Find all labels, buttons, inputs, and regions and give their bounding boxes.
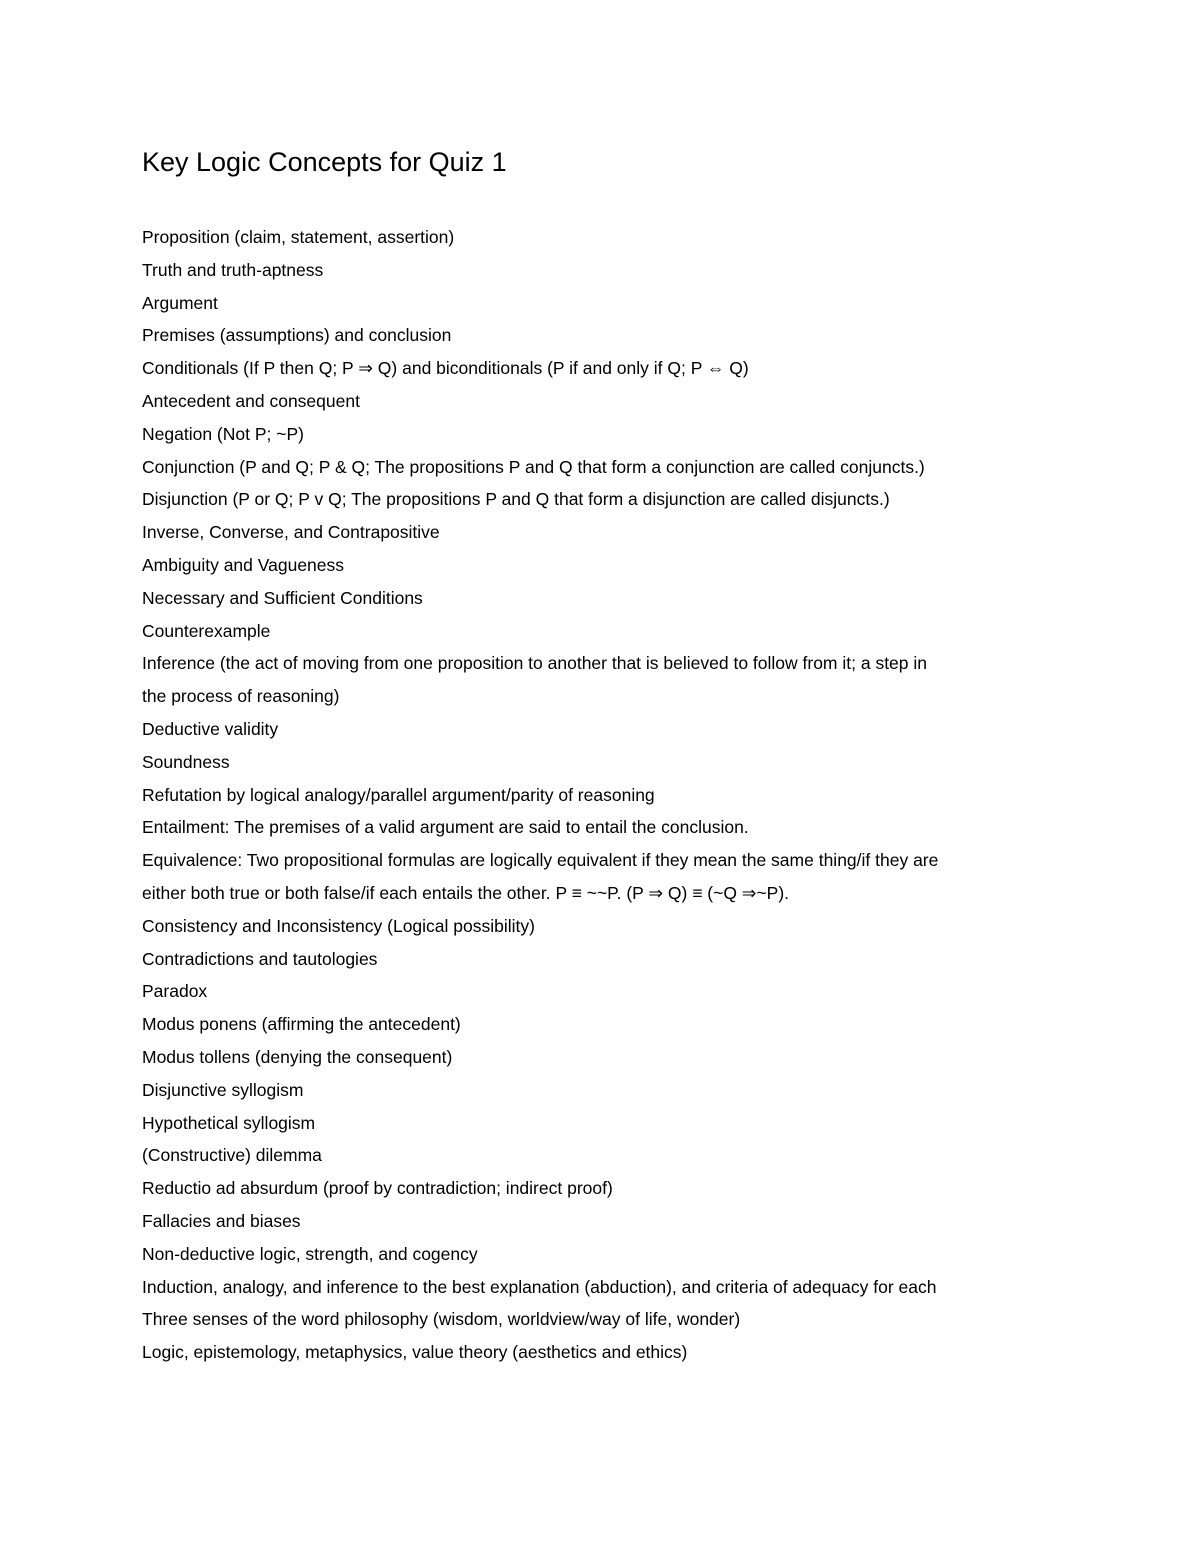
document-title: Key Logic Concepts for Quiz 1 <box>142 147 507 177</box>
concept-line: Entailment: The premises of a valid argument are said to entail the conclusion. <box>142 817 749 838</box>
concept-line: Conjunction (P and Q; P & Q; The propositions P and Q that form a conjunction are called conjuncts.) <box>142 456 925 477</box>
concept-line: Premises (assumptions) and conclusion <box>142 325 452 346</box>
concept-line: Conditionals (If P then Q; P ⇒ Q) and biconditionals (P if and only if Q; P ⇔ Q) <box>142 358 749 379</box>
concept-line: Antecedent and consequent <box>142 390 360 411</box>
concept-line: Inference (the act of moving from one proposition to another that is believed to follow from it; a step in <box>142 653 928 674</box>
concept-line: (Constructive) dilemma <box>142 1145 322 1166</box>
concept-line: Fallacies and biases <box>142 1210 301 1231</box>
concept-line: Ambiguity and Vagueness <box>142 554 345 575</box>
concept-line: Soundness <box>142 751 230 772</box>
concept-line: Proposition (claim, statement, assertion) <box>142 227 455 247</box>
concept-line: Modus tollens (denying the consequent) <box>142 1046 453 1067</box>
concept-line: Disjunctive syllogism <box>142 1079 304 1100</box>
concept-line: Negation (Not P; ~P) <box>142 423 304 444</box>
concept-line: Induction, analogy, and inference to the best explanation (abduction), and criteria of adequacy for each <box>142 1276 937 1297</box>
concept-line: either both true or both false/if each entails the other. P ≡ ~~P. (P ⇒ Q) ≡ (~Q ⇒~P). <box>142 882 790 903</box>
concept-list <box>142 221 1072 1369</box>
concept-line: Modus ponens (affirming the antecedent) <box>142 1014 461 1035</box>
concept-line: Deductive validity <box>142 718 279 739</box>
concept-line: Disjunction (P or Q; P v Q; The propositions P and Q that form a disjunction are called disjuncts.) <box>142 489 890 510</box>
concept-line: Paradox <box>142 981 208 1002</box>
concept-line: Hypothetical syllogism <box>142 1112 316 1133</box>
concept-line: Counterexample <box>142 620 271 641</box>
concept-line: Argument <box>142 292 218 313</box>
concept-line: Refutation by logical analogy/parallel argument/parity of reasoning <box>142 784 655 805</box>
concept-line: Equivalence: Two propositional formulas are logically equivalent if they mean the same thing/if they are <box>142 850 939 871</box>
concept-line: Non-deductive logic, strength, and cogency <box>142 1243 478 1264</box>
concept-line: Truth and truth-aptness <box>142 259 324 280</box>
concept-line: Necessary and Sufficient Conditions <box>142 587 423 608</box>
concept-line: Logic, epistemology, metaphysics, value theory (aesthetics and ethics) <box>142 1342 688 1363</box>
concept-line: Inverse, Converse, and Contrapositive <box>142 522 440 543</box>
concept-line: Reductio ad absurdum (proof by contradiction; indirect proof) <box>142 1178 613 1199</box>
concept-line: Contradictions and tautologies <box>142 948 378 969</box>
concept-line: the process of reasoning) <box>142 686 340 707</box>
concept-line: Three senses of the word philosophy (wisdom, worldview/way of life, wonder) <box>142 1309 741 1330</box>
concept-line: Consistency and Inconsistency (Logical possibility) <box>142 915 535 936</box>
